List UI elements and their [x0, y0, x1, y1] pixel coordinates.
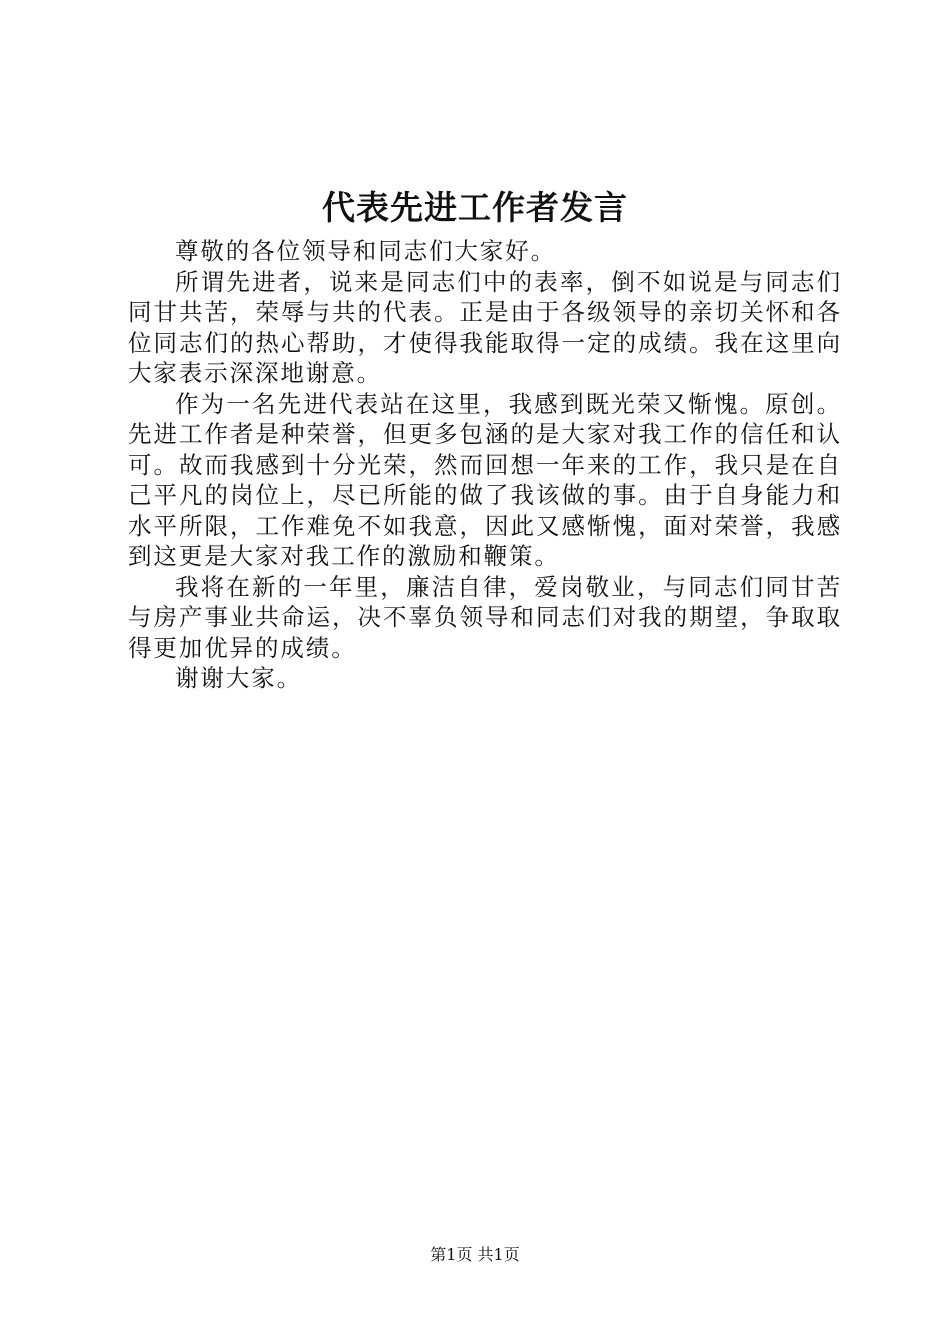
paragraph-closing: 谢谢大家。	[175, 664, 302, 692]
paragraph-commitment: 我将在新的一年里，廉洁自律，爱岗敬业，与同志们同甘苦与房产事业共命运，决不辜负领导和同志们对我的期望，争取取得更加优异的成绩。	[128, 572, 842, 662]
paragraph-greeting: 尊敬的各位领导和同志们大家好。	[175, 237, 556, 265]
paragraph-honor: 作为一名先进代表站在这里，我感到既光荣又惭愧。原创。先进工作者是种荣誉，但更多包涵的是大家对我工作的信任和认可。故而我感到十分光荣，然而回想一年来的工作，我只是在自己平凡的岗位上，尽已所能的做了我该做的事。由于自身能力和水平所限，工作难免不如我意，因此又感惭愧，面对荣誉，我感到这更是大家对我工作的激励和鞭策。	[128, 389, 842, 570]
paragraph-thanks-leaders: 所谓先进者，说来是同志们中的表率，倒不如说是与同志们同甘共苦，荣辱与共的代表。正是由于各级领导的亲切关怀和各位同志们的热心帮助，才使得我能取得一定的成绩。我在这里向大家表示深深地谢意。	[128, 267, 842, 387]
page-number-footer: 第1页 共1页	[430, 1245, 520, 1264]
document-title: 代表先进工作者发言	[322, 188, 628, 227]
document-body	[128, 236, 842, 694]
